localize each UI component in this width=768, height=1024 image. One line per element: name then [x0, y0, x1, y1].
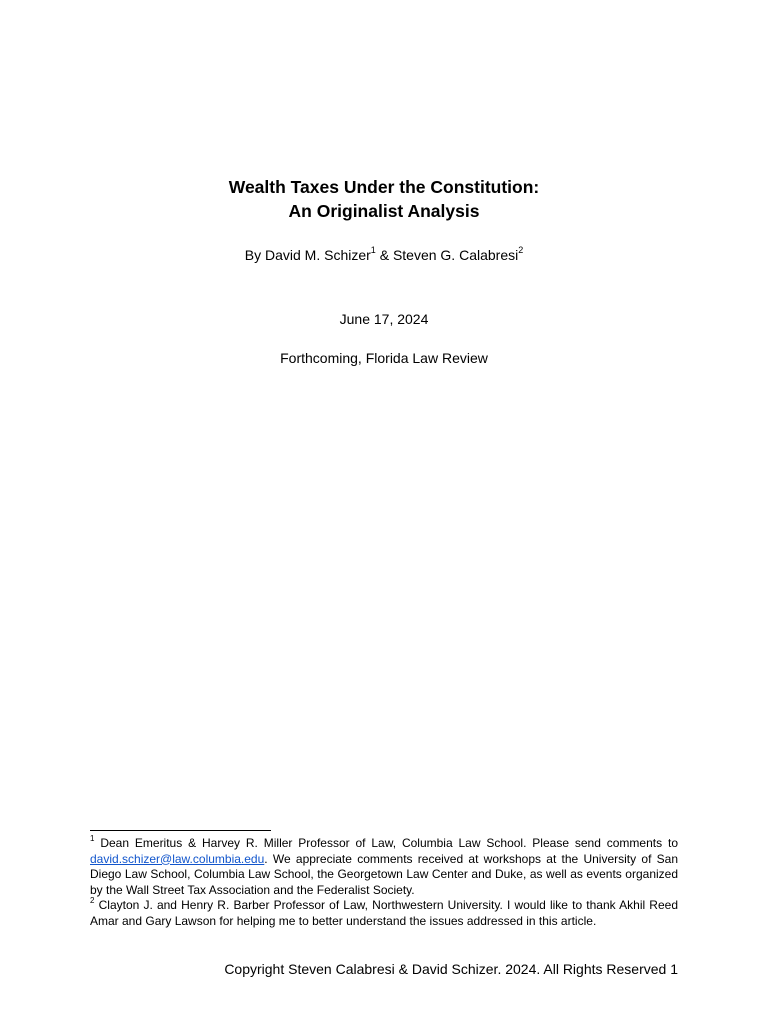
publication-venue: Forthcoming, Florida Law Review: [280, 350, 488, 366]
byline-separator: &: [375, 247, 393, 263]
email-link[interactable]: david.schizer@law.columbia.edu: [90, 851, 265, 866]
byline-prefix: By: [244, 247, 265, 263]
publication-date: June 17, 2024: [339, 311, 429, 327]
footnote-2: [90, 898, 678, 929]
title-line-1: Wealth Taxes Under the Constitution:: [228, 177, 540, 197]
author-byline: [0, 246, 768, 264]
footnote-2-marker: 2: [90, 896, 95, 905]
footnote-1: [90, 836, 678, 898]
page-number: 1: [670, 961, 678, 977]
title-line-2: An Originalist Analysis: [288, 201, 480, 221]
author-1-name: David M. Schizer: [264, 247, 371, 263]
footnotes-section: [90, 836, 678, 929]
author-2-name: Steven G. Calabresi: [392, 247, 519, 263]
page-footer: [224, 960, 678, 978]
author-2-footnote-marker[interactable]: 2: [518, 245, 524, 256]
footnote-2-text: Clayton J. and Henry R. Barber Professor of Law, Northwestern University. I would like to thank Akhil Reed Amar and Gary Lawson for helping me to better understand the issues addressed in this article.: [90, 898, 678, 928]
footnote-1-text-before: Dean Emeritus & Harvey R. Miller Professor of Law, Columbia Law School. Please send comments to: [94, 836, 678, 850]
author-1-footnote-marker[interactable]: 1: [370, 245, 376, 256]
footnote-1-marker: 1: [90, 834, 95, 843]
footnote-1-text-after: . We appreciate comments received at workshops at the University of San Diego Law School, Columbia Law School, the Georgetown Law Center and Duke, as well as events organized by the Wall Street Tax Association and the Federalist Society.: [90, 851, 678, 897]
copyright-notice: Copyright Steven Calabresi & David Schizer. 2024. All Rights Reserved: [224, 961, 667, 977]
paper-title: [0, 175, 768, 223]
footnote-separator: [90, 830, 271, 831]
